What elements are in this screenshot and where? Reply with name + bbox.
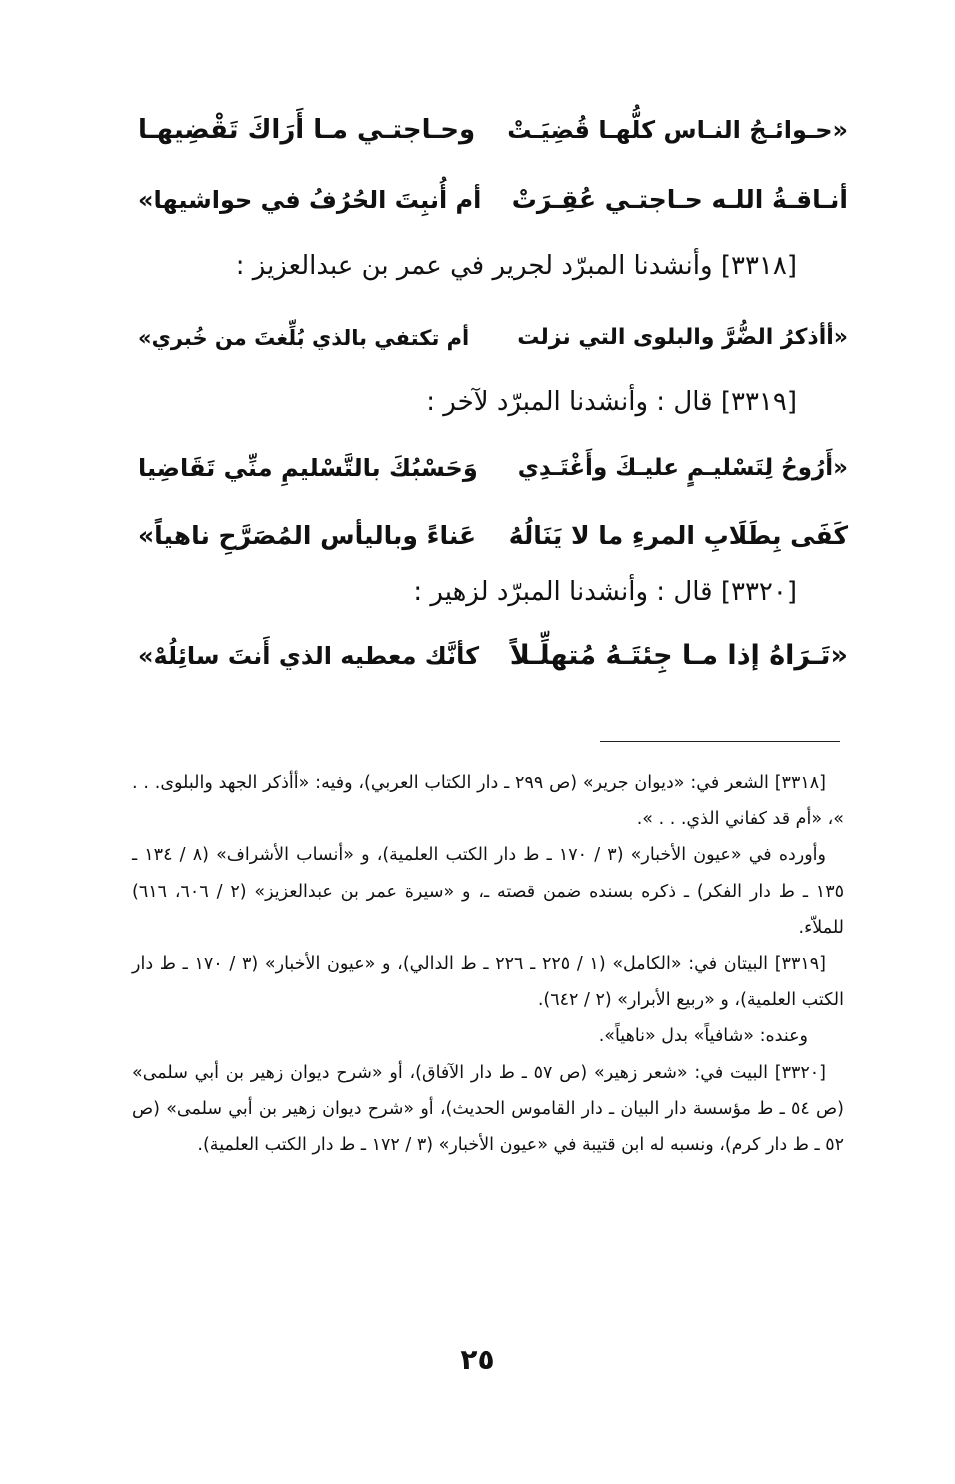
verse-second-hemistich: وَحَسْبُكَ بالتَّسْليمِ منِّي تَقَاضِيا: [138, 454, 478, 482]
entry-heading-3320: [٣٣٢٠] قال : وأنشدنا المبرّد لزهير :: [413, 577, 797, 607]
poem-verse: [138, 102, 848, 158]
verse-first-hemistich: «حـوائـجُ النـاس كلُّهـا قُضِيَـتْ: [507, 116, 848, 144]
footnote-3319: [٣٣١٩] البيتان في: «الكامل» (١ / ٢٢٥ ـ ٢٢٦ ـ ط الدالي)، و «عيون الأخبار» (٣ / ١٧٠ ـ ط دار الكتب العلمية)، و «ربيع الأبرار» (٢ / ٦٤٢).: [132, 954, 844, 1011]
footnote-3320: [٣٣٢٠] البيت في: «شعر زهير» (ص ٥٧ ـ ط دار الآفاق)، أو «شرح ديوان زهير بن أبي سلمى» (ص ٥٤ ـ ط مؤسسة دار البيان ـ دار القاموس الحديث)، أو «شرح ديوان زهير بن أبي سلمى» (ص ٥٢ ـ ط دار كرم)، ونسبه له ابن قتيبة في «عيون الأخبار» (٣ / ١٧٢ ـ ط دار الكتب العلمية).: [132, 1062, 844, 1156]
poem-verse: [138, 172, 848, 228]
poem-verse: [138, 440, 848, 496]
verse-second-hemistich: كأنَّك معطيه الذي أَنتَ سائِلُهْ»: [138, 642, 480, 670]
verse-second-hemistich: عَناءً وباليأس المُصَرَّحِ ناهياً»: [138, 521, 477, 550]
footnotes: [132, 765, 844, 1163]
verse-second-hemistich: أم أُنبِتَ الحُرُفُ في حواشيها»: [138, 186, 482, 214]
verse-first-hemistich: أنـاقـةُ اللـه حـاجتـي عُقِـرَتْ: [511, 185, 848, 214]
verse-first-hemistich: «تَـرَاهُ إذا مـا جِئتَـهُ مُتهلِّـلاً: [509, 640, 848, 671]
footnote-separator: [600, 741, 840, 742]
entry-heading-3318: [٣٣١٨] وأنشدنا المبرّد لجرير في عمر بن عبدالعزيز :: [235, 251, 797, 281]
page-number: ٢٥: [460, 1343, 495, 1376]
verse-first-hemistich: «أَرُوحُ لِتَسْليـمٍ عليـكَ وأَغْتَـدِي: [517, 455, 848, 481]
footnote-3318-sources: وأورده في «عيون الأخبار» (٣ / ١٧٠ ـ ط دار الكتب العلمية)، و «أنساب الأشراف» (٨ / ١٣٤ ـ ١٣٥ ـ ط دار الفكر) ـ ذكره بسنده ضمن قصته ـ، و «سيرة عمر بن عبدالعزيز» (٢ / ٦٠٦، ٦١٦) للملاّء.: [132, 845, 844, 938]
footnote-3319-variant: وعنده: «شافياً» بدل «ناهياً».: [598, 1026, 808, 1047]
poem-verse: [138, 628, 848, 684]
verse-second-hemistich: وحـاجتـي مـا أَرَاكَ تَقْضِيهـا: [138, 115, 476, 145]
verse-first-hemistich: كَفَى بِطَلَابِ المرءِ ما لا يَنَالُهُ: [508, 521, 848, 550]
verse-first-hemistich: «أأذكرُ الضُّرَّ والبلوى التي نزلت: [517, 325, 848, 350]
verse-second-hemistich: أم تكتفي بالذي بُلِّغتَ من خُبري»: [138, 326, 470, 350]
poem-verse: [138, 508, 848, 564]
footnote-3318: [٣٣١٨] الشعر في: «ديوان جرير» (ص ٢٩٩ ـ دار الكتاب العربي)، وفيه: «أأذكر الجهد والبلوى. . . »، «أم قد كفاني الذي. . . ».: [132, 773, 844, 830]
entry-heading-3319: [٣٣١٩] قال : وأنشدنا المبرّد لآخر :: [426, 387, 797, 417]
poem-verse: [138, 310, 848, 366]
